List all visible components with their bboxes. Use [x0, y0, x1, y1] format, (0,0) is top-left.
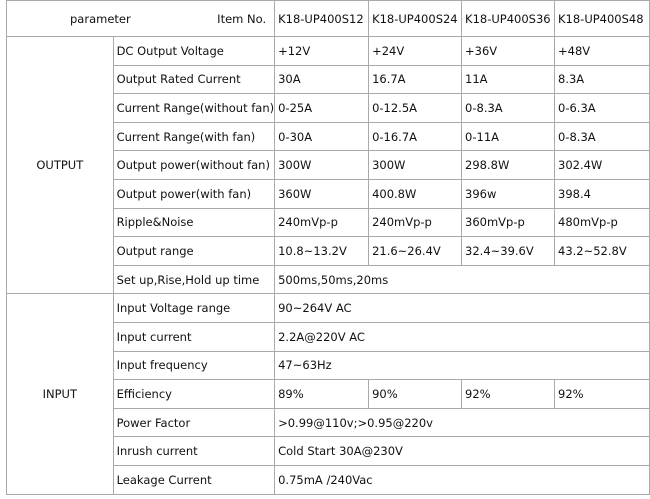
row-label: DC Output Voltage [113, 37, 275, 66]
table-cell: 0-8.3A [462, 94, 555, 123]
table-row [7, 294, 650, 323]
table-cell: 92% [462, 380, 555, 409]
section-label-input: INPUT [7, 294, 114, 494]
table-cell: 16.7A [369, 65, 462, 94]
table-cell: 30A [275, 65, 369, 94]
row-label: Ripple&Noise [113, 208, 275, 237]
header-row [7, 1, 650, 37]
table-cell: 302.4W [555, 151, 650, 180]
table-cell: 396w [462, 179, 555, 208]
row-label: Output power(with fan) [113, 179, 275, 208]
table-cell: +48V [555, 37, 650, 66]
table-cell: 398.4 [555, 179, 650, 208]
header-item-no: Item No. [217, 11, 267, 26]
table-cell: 0-25A [275, 94, 369, 123]
table-cell: 11A [462, 65, 555, 94]
table-cell: 0-16.7A [369, 122, 462, 151]
spec-table [6, 0, 650, 495]
table-cell: 298.8W [462, 151, 555, 180]
section-label-output: OUTPUT [7, 37, 114, 294]
table-cell: 0-8.3A [555, 122, 650, 151]
table-cell-merged: 0.75mA /240Vac [275, 465, 650, 494]
row-label: Current Range(with fan) [113, 122, 275, 151]
table-cell: 360W [275, 179, 369, 208]
row-label: Output range [113, 237, 275, 266]
header-model: K18-UP400S12 [275, 1, 369, 37]
header-model: K18-UP400S48 [555, 1, 650, 37]
table-cell-merged: >0.99@110v;>0.95@220v [275, 408, 650, 437]
table-cell: 0-11A [462, 122, 555, 151]
header-parameter: parameter [70, 11, 131, 26]
table-cell-merged: 90~264V AC [275, 294, 650, 323]
row-label: Output power(without fan) [113, 151, 275, 180]
row-label: Current Range(without fan) [113, 94, 275, 123]
table-cell: 90% [369, 380, 462, 409]
table-cell: 89% [275, 380, 369, 409]
table-cell: 92% [555, 380, 650, 409]
table-cell-merged: 47~63Hz [275, 351, 650, 380]
table-cell: 300W [275, 151, 369, 180]
table-cell-merged: Cold Start 30A@230V [275, 437, 650, 466]
table-cell: 240mVp-p [369, 208, 462, 237]
table-cell: 0-30A [275, 122, 369, 151]
table-cell-merged: 2.2A@220V AC [275, 322, 650, 351]
header-model: K18-UP400S24 [369, 1, 462, 37]
table-row [7, 37, 650, 66]
row-label: Set up,Rise,Hold up time [113, 265, 275, 294]
table-cell: +36V [462, 37, 555, 66]
table-cell: 300W [369, 151, 462, 180]
row-label: Inrush current [113, 437, 275, 466]
table-cell: 43.2~52.8V [555, 237, 650, 266]
table-cell: 480mVp-p [555, 208, 650, 237]
table-cell: 21.6~26.4V [369, 237, 462, 266]
table-cell: 400.8W [369, 179, 462, 208]
table-cell: 240mVp-p [275, 208, 369, 237]
header-model: K18-UP400S36 [462, 1, 555, 37]
table-cell: +12V [275, 37, 369, 66]
row-label: Efficiency [113, 380, 275, 409]
row-label: Power Factor [113, 408, 275, 437]
row-label: Input current [113, 322, 275, 351]
table-cell: 32.4~39.6V [462, 237, 555, 266]
header-parameter-cell [7, 1, 275, 37]
row-label: Output Rated Current [113, 65, 275, 94]
table-cell: 0-12.5A [369, 94, 462, 123]
table-cell: 10.8~13.2V [275, 237, 369, 266]
row-label: Input Voltage range [113, 294, 275, 323]
row-label: Leakage Current [113, 465, 275, 494]
table-cell: 8.3A [555, 65, 650, 94]
table-cell-merged: 500ms,50ms,20ms [275, 265, 650, 294]
table-cell: 360mVp-p [462, 208, 555, 237]
row-label: Input frequency [113, 351, 275, 380]
table-cell: 0-6.3A [555, 94, 650, 123]
table-cell: +24V [369, 37, 462, 66]
